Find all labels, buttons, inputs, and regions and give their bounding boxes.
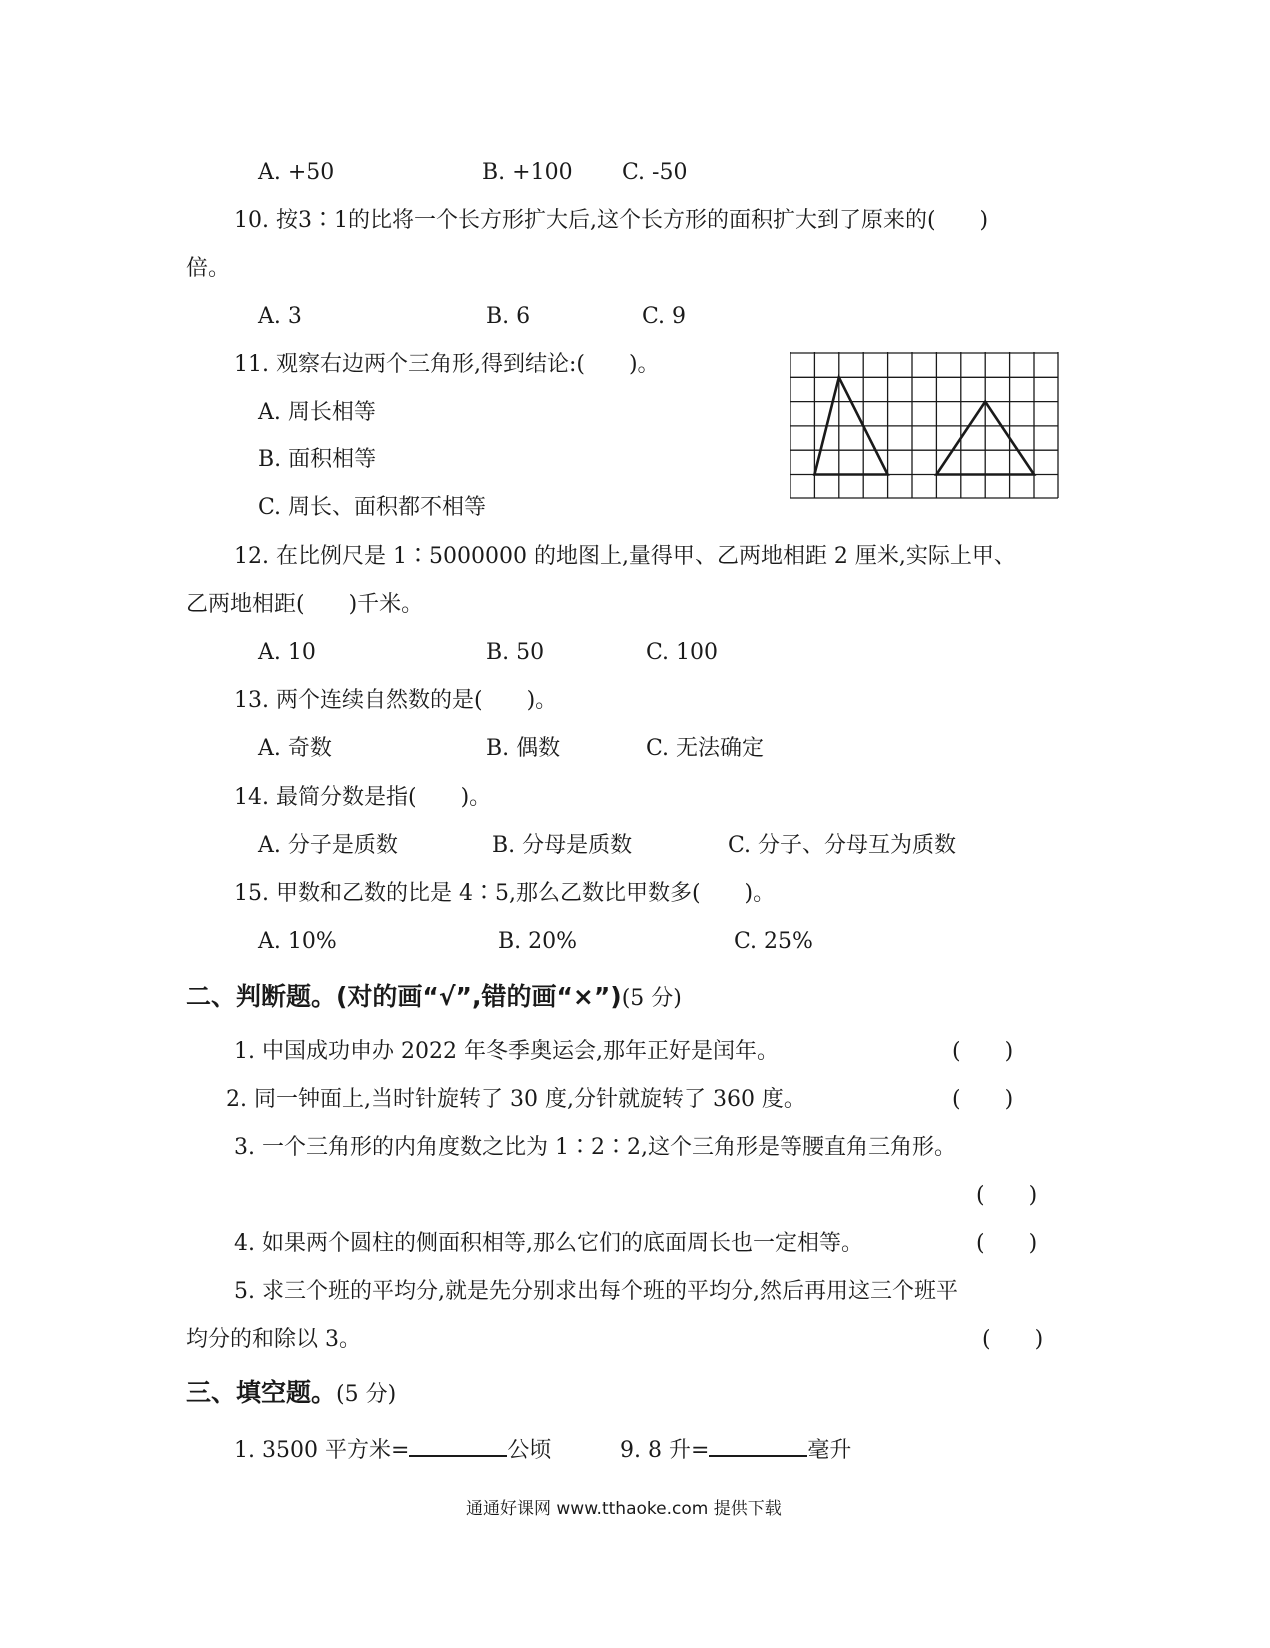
q14-option-a: A. 分子是质数 <box>258 833 398 858</box>
q13-option-b: B. 偶数 <box>486 736 561 761</box>
q9-option-b: B. +100 <box>482 160 573 185</box>
q10-text-line1: 10. 按3∶1的比将一个长方形扩大后,这个长方形的面积扩大到了原来的( ) <box>234 208 989 233</box>
q10-text-line2: 倍。 <box>186 256 231 281</box>
section2-heading <box>186 980 682 1016</box>
fill-item-1b-text: 9. 8 升= <box>620 1438 710 1463</box>
fill-item-1b-unit: 毫升 <box>807 1438 852 1463</box>
fill-blank-1a[interactable] <box>409 1433 507 1457</box>
q12-text-line1: 12. 在比例尺是 1∶5000000 的地图上,量得甲、乙两地相距 2 厘米,实际上甲、 <box>234 544 1016 569</box>
q15-option-c: C. 25% <box>734 929 813 954</box>
q9-option-c: C. -50 <box>622 160 688 185</box>
q12-option-c: C. 100 <box>646 640 719 665</box>
judge-item-4: 4. 如果两个圆柱的侧面积相等,那么它们的底面周长也一定相等。 <box>234 1231 863 1256</box>
q11-option-a: A. 周长相等 <box>258 400 376 425</box>
q10-option-b: B. 6 <box>486 304 531 329</box>
q10-option-a: A. 3 <box>258 304 302 329</box>
section3-points: (5 分) <box>336 1382 397 1407</box>
judge-item-5-line2: 均分的和除以 3。 <box>186 1327 361 1352</box>
q13-text: 13. 两个连续自然数的是( )。 <box>234 688 558 713</box>
q15-option-b: B. 20% <box>498 929 578 954</box>
fill-item-1a-unit: 公顷 <box>507 1438 552 1463</box>
fill-item-1a <box>234 1433 551 1466</box>
grid-lines <box>790 352 1058 498</box>
judge-item-5-answer[interactable]: ( ) <box>982 1327 1044 1352</box>
footer-source: 通通好课网 www.tthaoke.com 提供下载 <box>466 1499 782 1519</box>
q12-option-a: A. 10 <box>258 640 316 665</box>
judge-item-2: 2. 同一钟面上,当时针旋转了 30 度,分针就旋转了 360 度。 <box>226 1087 806 1112</box>
q10-option-c: C. 9 <box>642 304 687 329</box>
q14-option-b: B. 分母是质数 <box>492 833 633 858</box>
q13-option-c: C. 无法确定 <box>646 736 765 761</box>
judge-item-3-answer[interactable]: ( ) <box>976 1183 1038 1208</box>
triangles-grid-figure <box>790 352 1060 500</box>
section2-points: (5 分) <box>621 986 682 1011</box>
section3-title: 三、填空题。 <box>186 1378 337 1407</box>
q11-option-c: C. 周长、面积都不相等 <box>258 495 487 520</box>
fill-blank-1b[interactable] <box>709 1433 807 1457</box>
q15-option-a: A. 10% <box>258 929 337 954</box>
q12-text-line2: 乙两地相距( )千米。 <box>186 592 424 617</box>
q14-text: 14. 最简分数是指( )。 <box>234 785 492 810</box>
q9-option-a: A. +50 <box>258 160 335 185</box>
q15-text: 15. 甲数和乙数的比是 4∶5,那么乙数比甲数多( )。 <box>234 881 776 906</box>
q12-option-b: B. 50 <box>486 640 545 665</box>
fill-item-1a-text: 1. 3500 平方米= <box>234 1438 410 1463</box>
q11-option-b: B. 面积相等 <box>258 447 377 472</box>
q13-option-a: A. 奇数 <box>258 736 332 761</box>
judge-item-1: 1. 中国成功申办 2022 年冬季奥运会,那年正好是闰年。 <box>234 1039 779 1064</box>
judge-item-4-answer[interactable]: ( ) <box>976 1231 1038 1256</box>
judge-item-1-answer[interactable]: ( ) <box>952 1039 1014 1064</box>
judge-item-2-answer[interactable]: ( ) <box>952 1087 1014 1112</box>
judge-item-3: 3. 一个三角形的内角度数之比为 1∶2∶2,这个三角形是等腰直角三角形。 <box>234 1135 956 1160</box>
q14-option-c: C. 分子、分母互为质数 <box>728 833 957 858</box>
section2-title: 二、判断题。(对的画“√”,错的画“×”) <box>186 982 622 1011</box>
fill-item-1b <box>620 1433 851 1466</box>
q11-text: 11. 观察右边两个三角形,得到结论:( )。 <box>234 352 660 377</box>
section3-heading <box>186 1376 396 1412</box>
judge-item-5-line1: 5. 求三个班的平均分,就是先分别求出每个班的平均分,然后再用这三个班平 <box>234 1279 958 1304</box>
